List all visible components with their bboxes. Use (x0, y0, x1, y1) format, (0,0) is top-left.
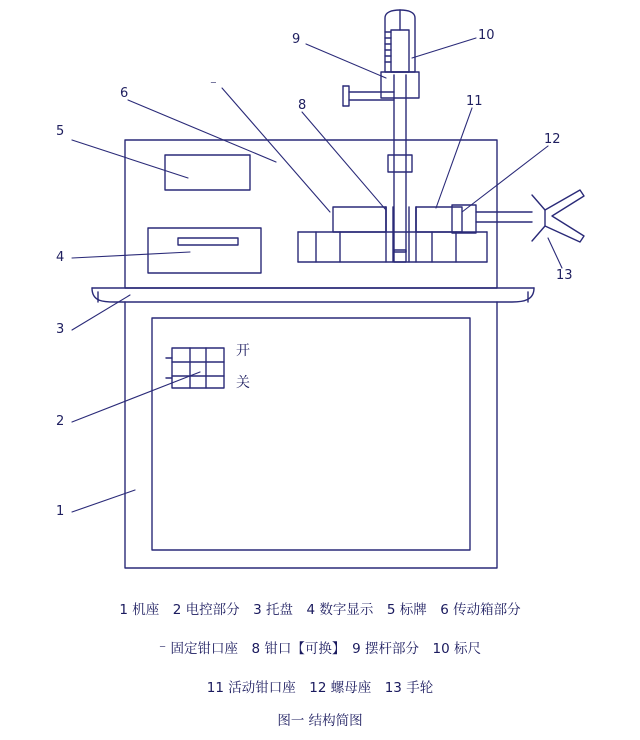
figure-title: 图一 结构简图 (277, 713, 363, 729)
callout-2: 2 (56, 414, 65, 429)
callout-9: 9 (292, 32, 301, 47)
movable-jaw-seat (416, 207, 462, 232)
legend-line-3: 11 活动钳口座 12 螺母座 13 手轮 (206, 680, 434, 696)
handwheel (532, 190, 584, 242)
legend-line-1: 1 机座 2 电控部分 3 托盘 4 数字显示 5 标牌 6 传动箱部分 (119, 602, 521, 618)
callout-13: 13 (556, 268, 573, 283)
callout-3: 3 (56, 322, 65, 337)
leader-lines (72, 38, 562, 512)
callout-1: 1 (56, 504, 65, 519)
switch-open-label: 开 (236, 343, 250, 359)
switch-close-label: 关 (236, 375, 250, 391)
callout-5: 5 (56, 124, 65, 139)
nut-seat (452, 205, 476, 233)
callout-4: 4 (56, 250, 65, 265)
legend-line-2: ⁻ 固定钳口座 8 钳口【可换】 9 摆杆部分 10 标尺 (159, 641, 481, 657)
callout-8: 8 (298, 98, 307, 113)
lead-screw (476, 212, 532, 222)
jaw-part (386, 207, 416, 262)
callout-10: 10 (478, 28, 495, 43)
transmission-box-outline (125, 140, 497, 288)
machine-base-outline (125, 302, 497, 568)
callout-6: 6 (120, 86, 129, 101)
digital-display-part (148, 228, 261, 273)
callout-7: ⁻ (210, 78, 217, 93)
cross-arm (343, 86, 394, 106)
callout-11: 11 (466, 94, 483, 109)
scale-ruler (385, 10, 415, 72)
nameplate-part (165, 155, 250, 190)
callout-12: 12 (544, 132, 561, 147)
fixed-jaw-seat (333, 207, 386, 232)
tray-part (92, 288, 534, 302)
column-collar (381, 72, 419, 98)
